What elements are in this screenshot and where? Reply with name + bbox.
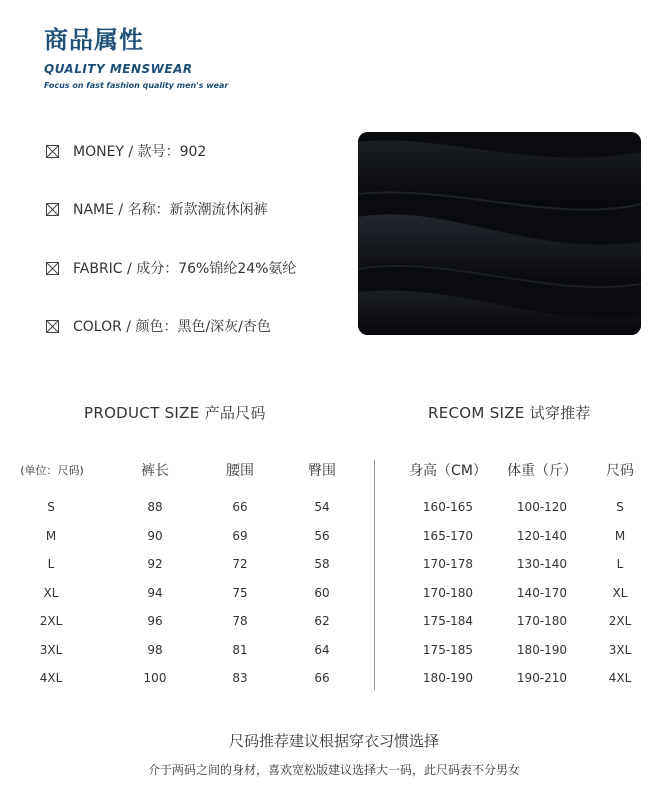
table-divider — [374, 460, 375, 690]
table-cell: 98 — [147, 642, 163, 657]
table-cell: 170-178 — [422, 557, 474, 571]
table-cell: 69 — [232, 528, 248, 543]
table-cell: 3XL — [608, 642, 632, 657]
column-header-unit: (单位：尺码) — [20, 464, 84, 477]
checkbox-x-icon — [46, 320, 59, 333]
table-cell: 2XL — [608, 614, 632, 628]
table-cell: L — [47, 557, 55, 571]
size-advice-detail: 介于两码之间的身材，喜欢宽松版建议选择大一码，此尺码表不分男女 — [147, 763, 520, 777]
table-cell: 88 — [147, 500, 163, 514]
table-cell: 140-170 — [516, 585, 568, 600]
table-cell: 56 — [314, 528, 330, 543]
column-header-height: 身高（CM） — [409, 463, 487, 479]
table-cell: 94 — [147, 585, 163, 600]
table-cell: S — [47, 500, 55, 514]
table-cell: 4XL — [39, 671, 63, 685]
page-title: 商品属性 — [44, 26, 144, 54]
checkbox-x-icon — [46, 262, 59, 275]
table-cell: 83 — [232, 671, 248, 685]
table-cell: M — [614, 528, 626, 543]
brand-subtitle: QUALITY MENSWEAR — [44, 62, 193, 76]
table-cell: 78 — [232, 614, 248, 628]
table-cell: 81 — [232, 642, 248, 657]
column-header-weight: 体重（斤） — [507, 463, 577, 479]
table-cell: 175-185 — [422, 642, 474, 657]
table-cell: 75 — [232, 585, 248, 600]
table-cell: 100 — [143, 671, 167, 685]
recom-size-heading: RECOM SIZE 试穿推荐 — [428, 404, 591, 422]
table-cell: L — [616, 557, 624, 571]
table-cell: 175-184 — [422, 614, 474, 628]
table-cell: 190-210 — [516, 671, 568, 685]
table-cell: 3XL — [39, 642, 63, 657]
table-cell: 165-170 — [422, 528, 474, 543]
column-header-length: 裤长 — [141, 463, 169, 479]
attribute-label: MONEY / 款号：902 — [73, 144, 207, 160]
table-cell: 170-180 — [516, 614, 568, 628]
table-cell: S — [616, 500, 624, 514]
table-cell: 160-165 — [422, 500, 474, 514]
checkbox-x-icon — [46, 203, 59, 216]
table-cell: 120-140 — [516, 528, 568, 543]
table-cell: 62 — [314, 614, 330, 628]
table-cell: 90 — [147, 528, 163, 543]
attribute-color — [46, 316, 271, 336]
checkbox-x-icon — [46, 145, 59, 158]
table-cell: M — [45, 528, 57, 543]
table-cell: 54 — [314, 500, 330, 514]
table-cell: 100-120 — [516, 500, 568, 514]
table-cell: 4XL — [608, 671, 632, 685]
column-header-size: 尺码 — [606, 463, 634, 479]
table-cell: 180-190 — [422, 671, 474, 685]
brand-tagline: Focus on fast fashion quality men's wear — [44, 81, 229, 90]
attribute-label: COLOR / 颜色：黑色/深灰/杏色 — [73, 319, 271, 335]
table-cell: 66 — [232, 500, 248, 514]
table-cell: 66 — [314, 671, 330, 685]
attribute-name — [46, 199, 268, 219]
table-cell: 96 — [147, 614, 163, 628]
table-cell: 180-190 — [516, 642, 568, 657]
column-header-hip: 臀围 — [308, 463, 336, 479]
attribute-label: FABRIC / 成分：76%锦纶24%氨纶 — [73, 261, 297, 277]
table-cell: 64 — [314, 642, 330, 657]
table-cell: XL — [43, 585, 59, 600]
table-cell: XL — [612, 585, 628, 600]
column-header-waist: 腰围 — [226, 463, 254, 479]
table-cell: 170-180 — [422, 585, 474, 600]
fabric-swatch-image — [358, 132, 641, 335]
size-advice: 尺码推荐建议根据穿衣习惯选择 — [228, 732, 439, 750]
table-cell: 72 — [232, 557, 248, 571]
attribute-fabric — [46, 258, 296, 278]
table-cell: 60 — [314, 585, 330, 600]
table-cell: 92 — [147, 557, 163, 571]
attribute-money — [46, 141, 206, 161]
table-cell: 2XL — [39, 614, 63, 628]
table-cell: 58 — [314, 557, 330, 571]
table-cell: 130-140 — [516, 557, 568, 571]
attribute-label: NAME / 名称：新款潮流休闲裤 — [73, 202, 268, 218]
product-size-heading: PRODUCT SIZE 产品尺码 — [84, 404, 266, 422]
